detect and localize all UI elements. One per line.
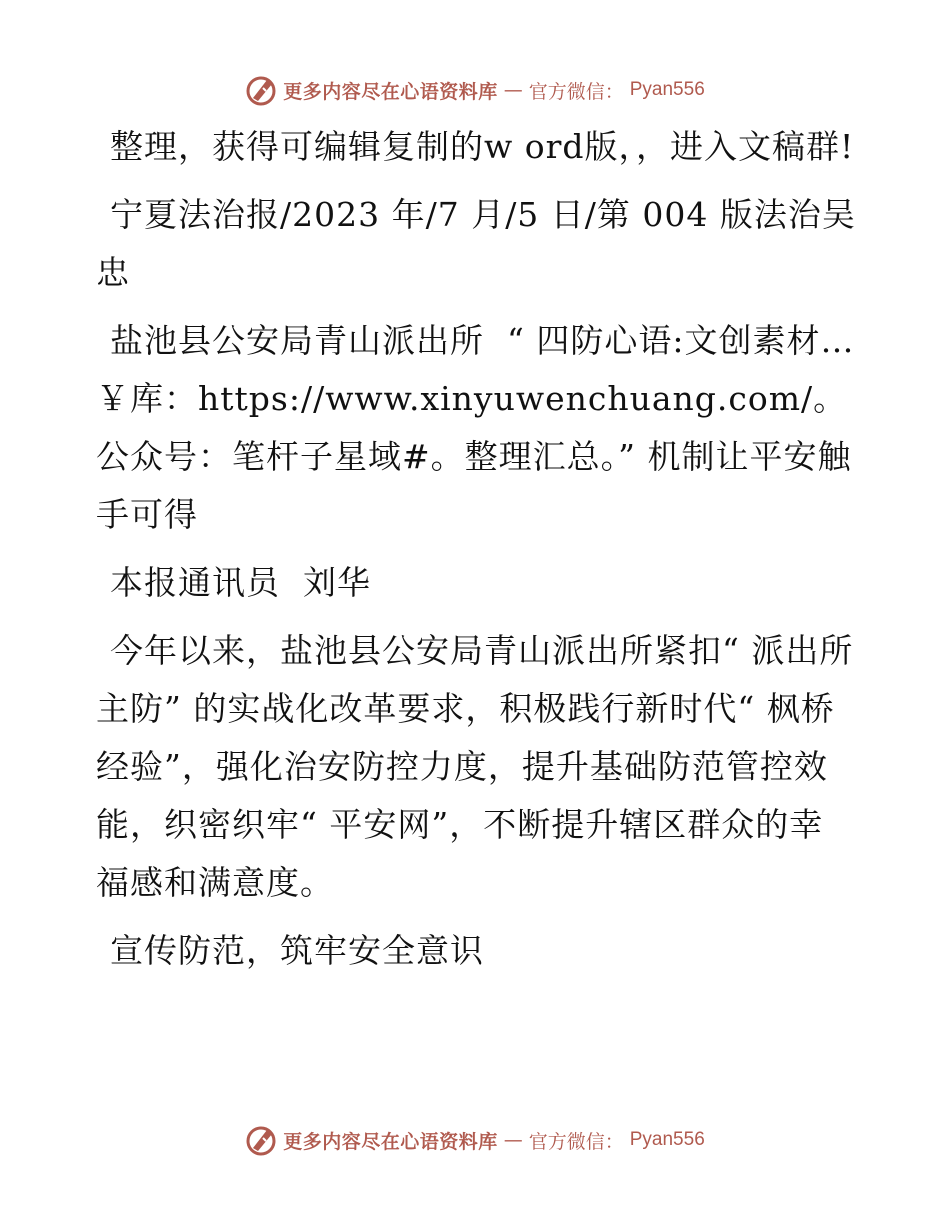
paragraph: 盐池县公安局青山派出所 “ 四防心语:文创素材…￥库：https://www.xinyuwenchuang.com/。公众号：笔杆子星域#。整理汇总。” 机制让平安触手可得 xyxy=(96,321,855,534)
banner-brand-text: 更多内容尽在心语资料库 xyxy=(283,1130,498,1153)
byline: 本报通讯员 刘华 xyxy=(110,563,371,602)
footer-banner xyxy=(0,1120,950,1160)
header-banner xyxy=(0,70,950,110)
paragraph: 今年以来，盐池县公安局青山派出所紧扣“ 派出所主防” 的实战化改革要求，积极践行新时代“ 枫桥经验”，强化治安防控力度，提升基础防范管控效能，织密织牢“ 平安网”，不断提升辖区群众的幸福感和满意度。 xyxy=(96,631,854,902)
banner-wechat-id: Pyan556 xyxy=(629,1129,705,1150)
banner-wechat-label: 官方微信： xyxy=(528,80,624,103)
banner-wechat-label: 官方微信： xyxy=(528,1130,624,1153)
paragraph: 宁夏法治报/2023 年/7 月/5 日/第 004 版法治吴忠 xyxy=(96,195,856,292)
pen-nib-logo-icon xyxy=(245,74,277,106)
section-heading: 宣传防范，筑牢安全意识 xyxy=(110,931,484,970)
document-body xyxy=(96,118,856,990)
pen-nib-logo-icon xyxy=(245,1124,277,1156)
banner-separator: — xyxy=(503,1129,523,1151)
banner-brand-text: 更多内容尽在心语资料库 xyxy=(283,80,498,103)
paragraph: 整理，获得可编辑复制的w ord版，，进入文稿群! xyxy=(110,127,855,166)
banner-wechat-id: Pyan556 xyxy=(629,79,705,100)
banner-separator: — xyxy=(503,79,523,101)
